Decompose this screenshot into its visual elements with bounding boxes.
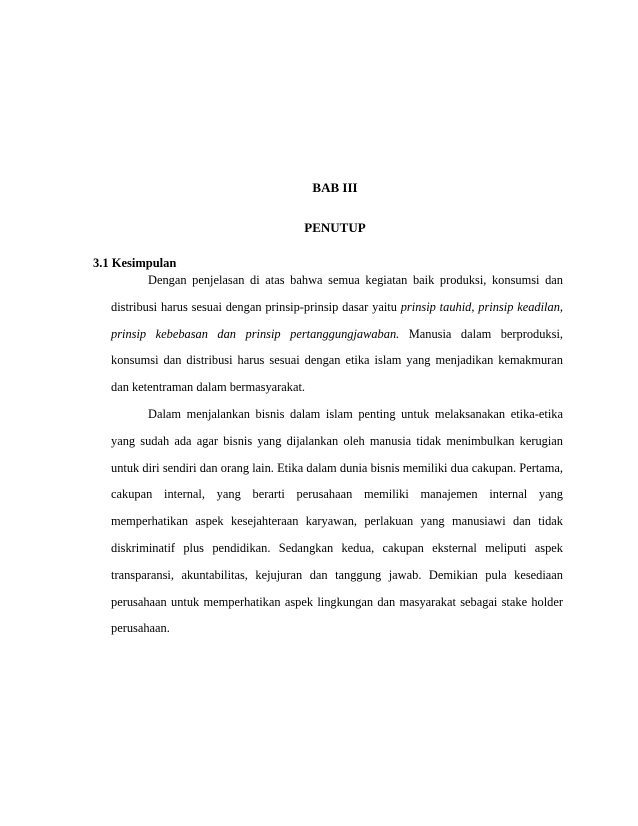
paragraph-1-text-end: Manusia dalam berproduksi, konsumsi dan distribusi harus sesuai dengan etika islam yang menjadikan kemakmuran dan ketentraman dalam bermasyarakat. xyxy=(111,326,563,395)
section-heading: 3.1 Kesimpulan xyxy=(93,256,177,270)
paragraph-1-italic-principles: prinsip tauhid, prinsip keadilan, prinsip kebebasan dan prinsip pertanggungjawaban. xyxy=(111,299,563,341)
paragraph-2: Dalam menjalankan bisnis dalam islam penting untuk melaksanakan etika-etika yang sudah ada agar bisnis yang dijalankan oleh manusia tidak menimbulkan kerugian untuk diri sendiri dan orang lain. Etika dalam dunia bisnis memiliki dua cakupan. Pertama, cakupan internal, yang berarti perusahaan memiliki manajemen internal yang memperhatikan aspek kesejahteraan karyawan, perlakuan yang manusiawi dan tidak diskriminatif plus pendidikan. Sedangkan kedua, cakupan eksternal meliputi aspek transparansi, akuntabilitas, kejujuran dan tanggung jawab. Demikian pula kesediaan perusahaan untuk memperhatikan aspek lingkungan dan masyarakat sebagai stake holder perusahaan. xyxy=(111,406,563,636)
body-text xyxy=(111,267,563,642)
paragraph-1-text-start: Dengan penjelasan di atas bahwa semua kegiatan baik produksi, konsumsi dan distribusi harus sesuai dengan prinsip-prinsip dasar yaitu xyxy=(111,273,563,314)
chapter-title: PENUTUP xyxy=(304,220,366,235)
chapter-number: BAB III xyxy=(312,180,358,195)
paragraph-1 xyxy=(111,267,563,401)
